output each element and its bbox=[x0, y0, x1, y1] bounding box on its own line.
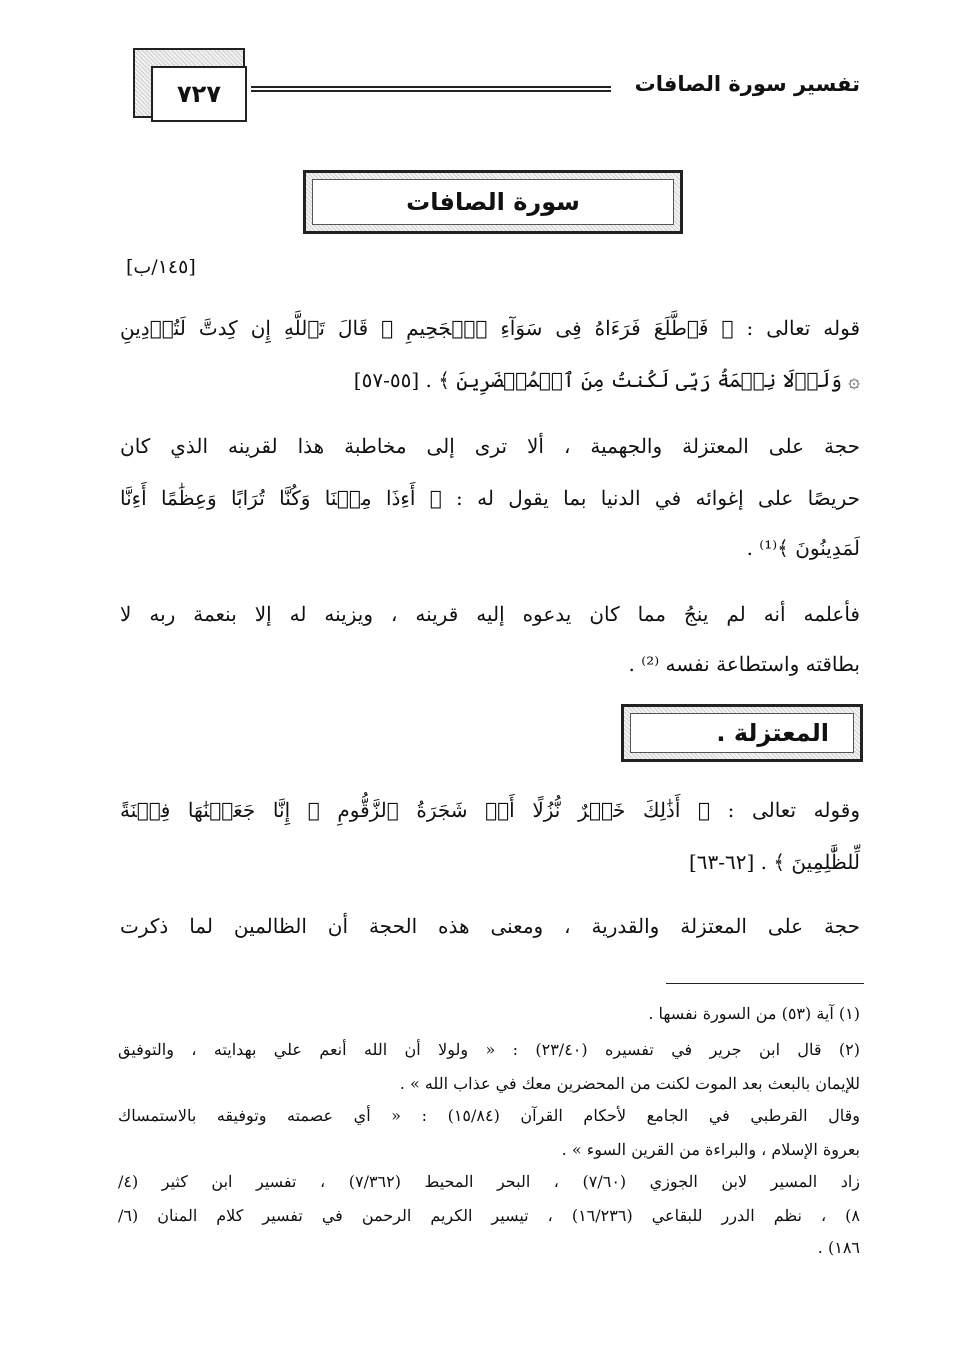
verse-line: ۞ وَلَوۡلَا نِعۡمَةُ رَبِّى لَكُنتُ مِنَ ٱلۡمُحۡضَرِينَ ﴾ . [٥٥-٥٧] bbox=[353, 368, 860, 392]
page-number: ٧٢٧ bbox=[151, 66, 247, 122]
section-heading: المعتزلة . bbox=[630, 713, 854, 753]
footnote-line: (٢) قال ابن جرير في تفسيره (٢٣/٤٠) : « ولولا أن الله أنعم علي بهدايته ، والتوفيق bbox=[118, 1040, 860, 1059]
paragraph-line: حريصًا على إغوائه في الدنيا بما يقول له : ﴿ أَءِذَا مِتۡنَا وَكُنَّا تُرَابًا وَعِظَٰمًا أَءِنَّا bbox=[120, 486, 860, 510]
verse-line: لِّلظَّٰلِمِينَ ﴾ . [٦٢-٦٣] bbox=[688, 850, 860, 874]
footnote-line: زاد المسير لابن الجوزي (٧/٦٠) ، البحر المحيط (٧/٣٦٢) ، تفسير ابن كثير (٤/ bbox=[118, 1172, 860, 1191]
page-number-frame bbox=[133, 48, 245, 118]
section-heading-frame bbox=[621, 704, 863, 762]
footnote-line: وقال القرطبي في الجامع لأحكام القرآن (١٥/٨٤) : « أي عصمته وتوفيقه بالاستمساك bbox=[118, 1106, 860, 1125]
surah-heading-frame bbox=[303, 170, 683, 234]
paragraph-line: حجة على المعتزلة والجهمية ، ألا ترى إلى مخاطبة هذا لقرينه الذي كان bbox=[120, 434, 860, 458]
footnote-line: للإيمان بالبعث بعد الموت لكنت من المحضرين معك في عذاب الله » . bbox=[399, 1074, 860, 1093]
footnote-line: ٨) ، نظم الدرر للبقاعي (١٦/٢٣٦) ، تيسير الكريم الرحمن في تفسير كلام المنان (٦/ bbox=[118, 1206, 860, 1225]
header-rule bbox=[251, 86, 611, 92]
paragraph-line: لَمَدِينُونَ ﴾⁽¹⁾ . bbox=[746, 536, 860, 560]
paragraph-line: فأعلمه أنه لم ينجُ مما كان يدعوه إليه قرينه ، ويزينه له إلا بنعمة ربه لا bbox=[120, 602, 860, 626]
surah-heading: سورة الصافات bbox=[312, 179, 674, 225]
paragraph-line: حجة على المعتزلة والقدرية ، ومعنى هذه الحجة أن الظالمين لما ذكرت bbox=[120, 914, 860, 938]
footnote-line: ١٨٦) . bbox=[817, 1238, 860, 1257]
running-title: تفسير سورة الصافات bbox=[634, 72, 860, 96]
paragraph-line: بطاقته واستطاعة نفسه ⁽²⁾ . bbox=[628, 652, 860, 676]
folio-reference: [١٤٥/ب] bbox=[126, 256, 196, 278]
verse-line: قوله تعالى : ﴿ فَٱطَّلَعَ فَرَءَاهُ فِى سَوَآءِ ٱلۡجَحِيمِ ۞ قَالَ تَٱللَّهِ إِن كِدتَّ لَتُرۡدِينِ bbox=[120, 316, 861, 340]
footnote-line: بعروة الإسلام ، والبراءة من القرين السوء » . bbox=[561, 1140, 860, 1159]
footnote-line: (١) آية (٥٣) من السورة نفسها . bbox=[648, 1004, 860, 1023]
verse-line: وقوله تعالى : ﴿ أَذَٰلِكَ خَيۡرٌ نُّزُلًا أَمۡ شَجَرَةُ ٱلزَّقُّومِ ۞ إِنَّا جَعَلۡنَٰهَا فِتۡنَةً bbox=[120, 798, 860, 822]
footnote-rule bbox=[666, 983, 864, 984]
